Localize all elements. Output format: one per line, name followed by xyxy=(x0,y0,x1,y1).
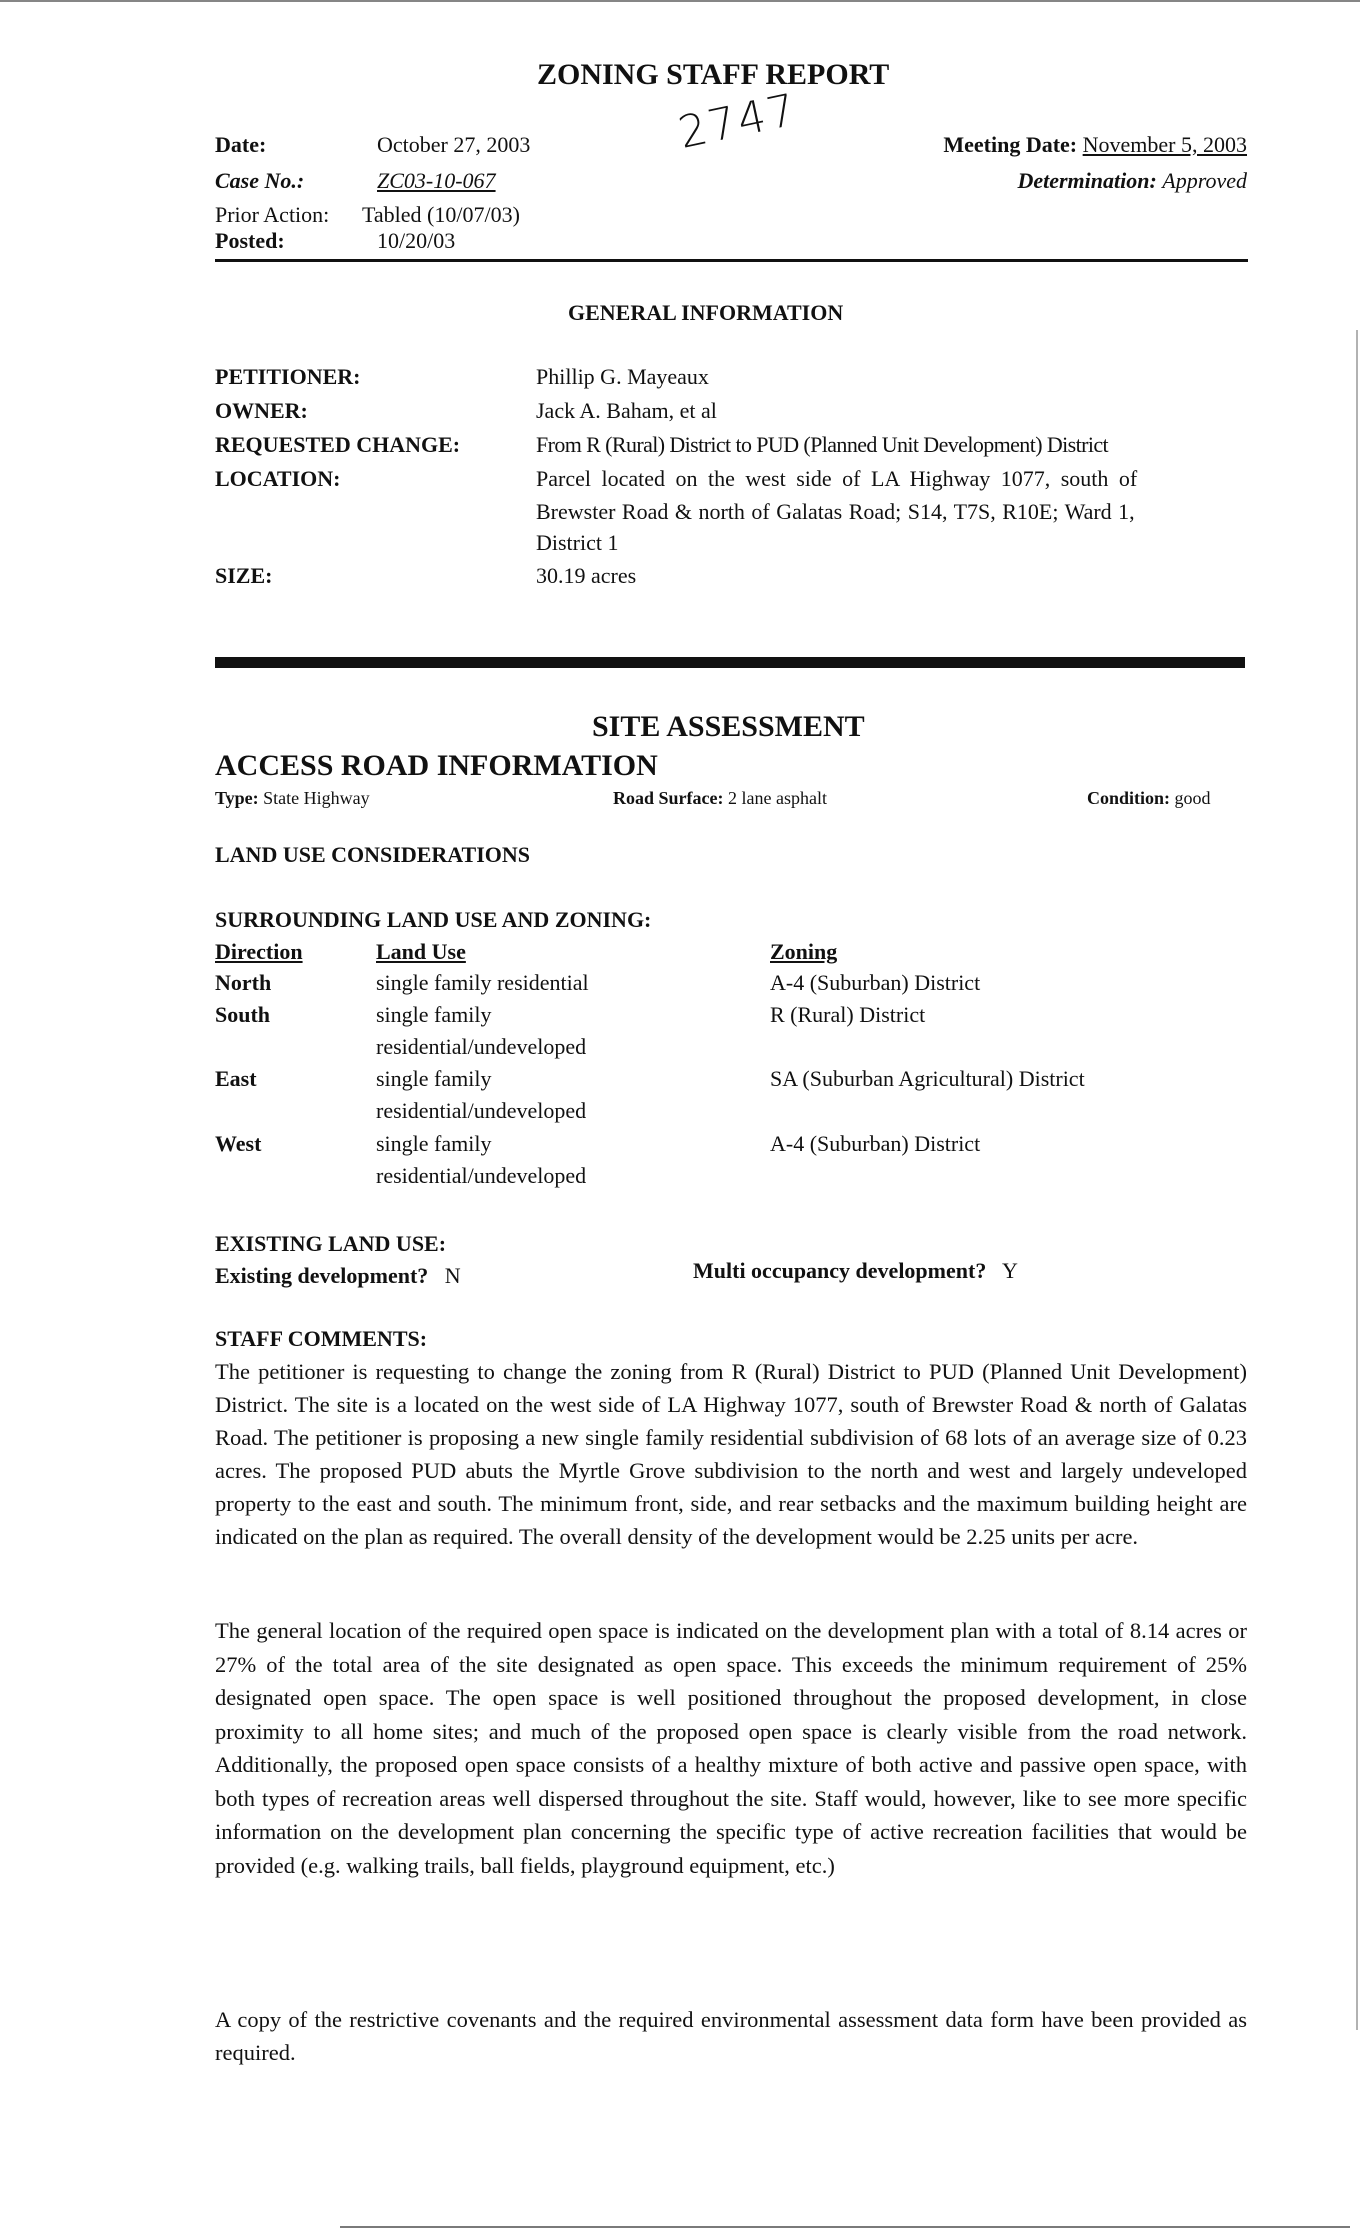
road-surface-label: Road Surface: xyxy=(613,788,724,808)
row-east-land-use-1: single family xyxy=(376,1066,492,1091)
row-west-land-use-1: single family xyxy=(376,1131,492,1156)
road-surface xyxy=(613,788,827,809)
column-header-zoning: Zoning xyxy=(770,939,838,964)
column-header-direction: Direction xyxy=(215,939,303,964)
owner-label: OWNER: xyxy=(215,398,308,423)
scan-artifact-bottom xyxy=(340,2226,1350,2228)
case-number-value: ZC03-10-067 xyxy=(377,168,496,193)
petitioner-label: PETITIONER: xyxy=(215,364,361,389)
date-label: Date: xyxy=(215,132,267,157)
general-information-heading: GENERAL INFORMATION xyxy=(568,300,844,325)
existing-development xyxy=(215,1263,461,1289)
section-divider-thick xyxy=(215,657,1245,668)
row-north-land-use: single family residential xyxy=(376,970,589,995)
road-surface-value: 2 lane asphalt xyxy=(728,788,827,808)
meeting-date-value: November 5, 2003 xyxy=(1082,132,1247,157)
row-south-direction: South xyxy=(215,1002,271,1027)
row-north-direction: North xyxy=(215,970,272,995)
multi-occupancy-label: Multi occupancy development? xyxy=(693,1258,987,1283)
meeting-date-label: Meeting Date: xyxy=(943,132,1078,157)
surrounding-land-use-heading: SURROUNDING LAND USE AND ZONING: xyxy=(215,907,652,932)
multi-occupancy-value: Y xyxy=(1002,1258,1018,1283)
requested-change-label: REQUESTED CHANGE: xyxy=(215,432,461,457)
road-type-label: Type: xyxy=(215,788,259,808)
row-south-land-use-2: residential/undeveloped xyxy=(376,1034,587,1059)
location-line-1: Parcel located on the west side of LA Highway 1077, south of xyxy=(536,466,1138,491)
posted-label: Posted: xyxy=(215,228,285,253)
row-east-direction: East xyxy=(215,1066,257,1091)
scan-artifact-right xyxy=(1356,330,1358,2030)
road-condition xyxy=(1087,788,1211,809)
scan-artifact-top xyxy=(0,0,1360,2)
multi-occupancy xyxy=(693,1258,1018,1284)
row-north-zoning: A-4 (Suburban) District xyxy=(770,970,981,995)
location-label: LOCATION: xyxy=(215,466,341,491)
row-south-zoning: R (Rural) District xyxy=(770,1002,926,1027)
posted-value: 10/20/03 xyxy=(377,228,456,253)
meeting-date xyxy=(943,132,1247,158)
prior-action-value: Tabled (10/07/03) xyxy=(362,202,520,227)
location-line-3: District 1 xyxy=(536,530,619,555)
existing-development-value: N xyxy=(444,1263,461,1288)
staff-comments-paragraph-1: The petitioner is requesting to change the zoning from R (Rural) District to PUD (Planned Unit Development) District. The site is a located on the west side of LA Highway 1077, south of Brewster Road & north of Galatas Road. The petitioner is proposing a new single family residential subdivision of 68 lots of an average size of 0.23 acres. The proposed PUD abuts the Myrtle Grove subdivision to the north and west and largely undeveloped property to the east and south. The minimum front, side, and rear setbacks and the maximum building height are indicated on the plan as required. The overall density of the development would be 2.25 units per acre. xyxy=(215,1359,1247,1549)
road-type xyxy=(215,788,370,809)
size-label: SIZE: xyxy=(215,563,273,588)
determination xyxy=(1017,168,1247,194)
site-assessment-heading: SITE ASSESSMENT xyxy=(592,710,865,743)
road-type-value: State Highway xyxy=(263,788,370,808)
owner-value: Jack A. Baham, et al xyxy=(536,398,717,423)
row-east-land-use-2: residential/undeveloped xyxy=(376,1098,587,1123)
existing-land-use-heading: EXISTING LAND USE: xyxy=(215,1231,447,1256)
staff-comments-heading: STAFF COMMENTS: xyxy=(215,1326,428,1351)
handwritten-case-number: 2747 xyxy=(674,84,802,159)
column-header-land-use: Land Use xyxy=(376,939,466,964)
row-south-land-use-1: single family xyxy=(376,1002,492,1027)
road-condition-label: Condition: xyxy=(1087,788,1171,808)
location-line-2: Brewster Road & north of Galatas Road; S14, T7S, R10E; Ward 1, xyxy=(536,499,1135,524)
determination-label: Determination: xyxy=(1017,168,1157,193)
staff-comments-paragraph-3: A copy of the restrictive covenants and the required environmental assessment data form have been provided as required. xyxy=(215,2007,1247,2065)
access-road-heading: ACCESS ROAD INFORMATION xyxy=(215,749,658,782)
report-title: ZONING STAFF REPORT xyxy=(537,58,890,91)
petitioner-value: Phillip G. Mayeaux xyxy=(536,364,709,389)
header-divider xyxy=(215,259,1248,262)
row-west-direction: West xyxy=(215,1131,262,1156)
date-value: October 27, 2003 xyxy=(377,132,531,157)
row-west-zoning: A-4 (Suburban) District xyxy=(770,1131,981,1156)
size-value: 30.19 acres xyxy=(536,563,637,588)
road-condition-value: good xyxy=(1174,788,1211,808)
determination-value: Approved xyxy=(1162,168,1247,193)
staff-comments-paragraph-2: The general location of the required open space is indicated on the development plan with a total of 8.14 acres or 27% of the total area of the site designated as open space. This exceeds the minimum requirement of 25% designated open space. The open space is well positioned throughout the proposed development, in close proximity to all home sites; and much of the proposed open space is clearly visible from the road network. Additionally, the proposed open space consists of a healthy mixture of both active and passive open space, with both types of recreation areas well dispersed throughout the site. Staff would, however, like to see more specific information on the development plan concerning the specific type of active recreation facilities that would be provided (e.g. walking trails, ball fields, playground equipment, etc.) xyxy=(215,1618,1247,1878)
row-west-land-use-2: residential/undeveloped xyxy=(376,1163,587,1188)
existing-development-label: Existing development? xyxy=(215,1263,429,1288)
prior-action-label: Prior Action: xyxy=(215,202,330,227)
requested-change-value: From R (Rural) District to PUD (Planned Unit Development) District xyxy=(536,432,1109,457)
row-east-zoning: SA (Suburban Agricultural) District xyxy=(770,1066,1085,1091)
case-number-label: Case No.: xyxy=(215,168,305,193)
land-use-heading: LAND USE CONSIDERATIONS xyxy=(215,842,530,867)
